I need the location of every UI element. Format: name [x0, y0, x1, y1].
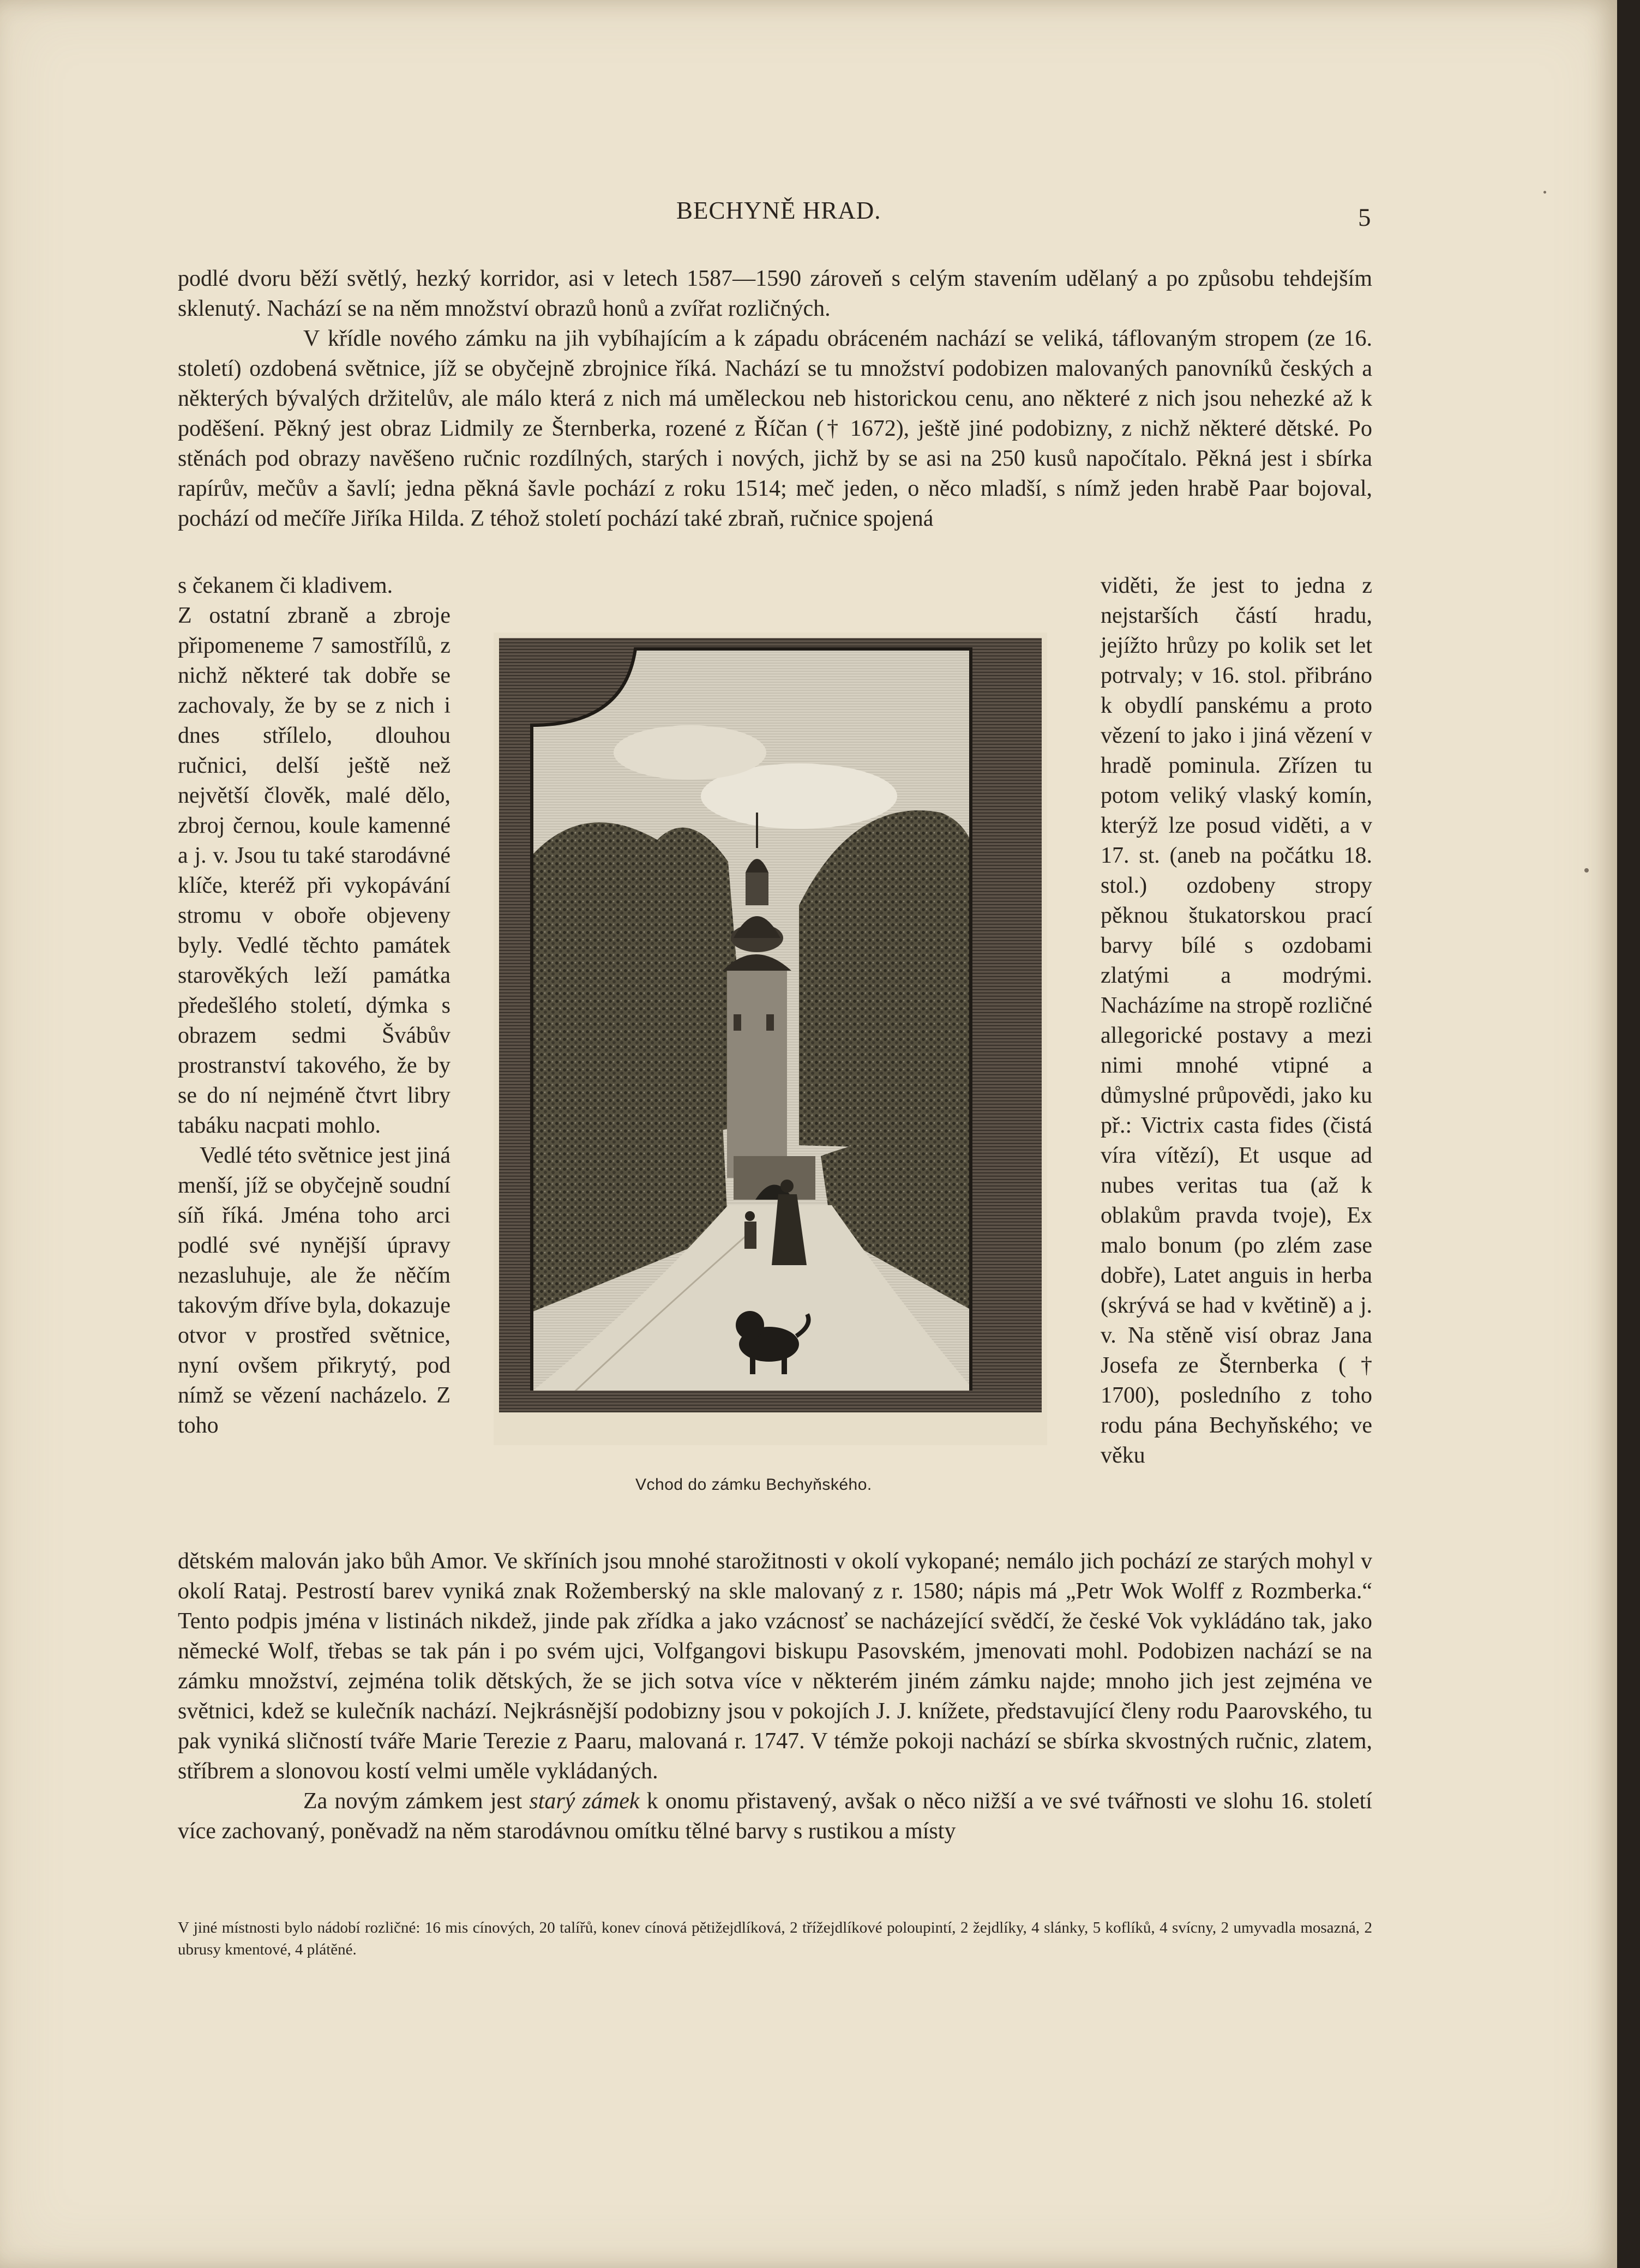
- page-header: [0, 196, 1617, 240]
- running-title: BECHYNĚ HRAD.: [676, 197, 881, 224]
- engraving-illustration: [494, 633, 1047, 1445]
- speck: [1543, 191, 1546, 194]
- footnote: V jiné místnosti bylo nádobí rozličné: 16 mis cínových, 20 talířů, konev cínová pětižejdlíková, 2 třížejdlíkové poloupintí, 2 žejdlíky, 4 slánky, 5 koflíků, 4 svícny, 2 umyvadla mosazná, 2 ubrusy kmentové, 4 plátěné.: [178, 1919, 1372, 1958]
- body-text-top: [178, 264, 1372, 534]
- text-run: k onomu přistavený, avšak o něco nižší a ve své tvářnosti ve slohu 16. století více zachovaný, poněvadž na něm starodávnou omítku tělné barvy s rustikou a místy: [178, 1789, 1372, 1844]
- speck: [1584, 868, 1589, 873]
- paragraph: Vedlé této světnice jest jiná menší, jíž se obyčejně soudní síň říká. Jména toho arci podlé své nynější úpravy nezasluhuje, ale že něčím takovým dříve byla, dokazuje otvor v prostřed světnice, nyní ovšem přikrytý, pod nímž se vězení nacházelo. Z toho: [178, 1143, 450, 1438]
- paragraph: viděti, že jest to jedna z nejstarších částí hradu, jejížto hrůzy po kolik set let potrvaly; v 16. stol. přibráno k obydlí panskému a proto vězení to jako i jiná vězení v hradě pominula. Zřízen tu potom veliký vlaský komín, kterýž lze posud viděti, a v 17. st. (aneb na počátku 18. stol.) ozdobeny stropy pěknou štukatorskou prací barvy bílé s ozdobami zlatými a modrými. Nacházíme na stropě rozličné allegorické postavy a mezi nimi mnohé vtipné a důmyslné průpovědi, jako ku př.: Victrix casta fides (čistá víra vítězí), Et usque ad nubes veritas tua (až k oblakům pravda tvoje), Ex malo bonum (po zlém zase dobře), Latet anguis in herba (skrývá se had v květině) a j. v. Na stěně visí obraz Jana Josefa ze Šternberka († 1700), posledního z toho rodu pána Bechyňského; ve věku: [1101, 573, 1372, 1468]
- body-text-bottom: [178, 1547, 1372, 1846]
- paragraph: podlé dvoru běží světlý, hezký korridor, asi v letech 1587—1590 zároveň s celým stavením udělaný a po způsobu tehdejším sklenutý. Nachází se na něm množství obrazů honů a zvířat rozličných.: [178, 266, 1372, 321]
- figure-caption: Vchod do zámku Bechyňského.: [635, 1476, 872, 1494]
- page-number: 5: [1358, 203, 1371, 232]
- right-column: [1101, 571, 1372, 1471]
- paragraph: s čekanem či kladivem.: [178, 573, 393, 598]
- emphasis-text: starý zámek: [529, 1789, 640, 1814]
- left-column: [178, 571, 450, 1441]
- child-figure: [744, 1211, 756, 1249]
- paragraph: Z ostatní zbraně a zbroje připomeneme 7 samostřílů, z nichž některé tak dobře se zachovaly, že by se z nich i dnes střílelo, dlouhou ručnici, delší ještě než největší člověk, malé dělo, zbroj černou, koule kamenné a j. v. Jsou tu také starodávné klíče, kteréž při vykopávání stromu v oboře objeveny byly. Vedlé těchto památek starověkých leží památka předešlého století, dýmka s obrazem sedmi Švábův prostranství takového, že by se do ní nejméně čtvrt libry tabáku nacpati mohlo.: [178, 603, 450, 1138]
- paragraph: dětském malován jako bůh Amor. Ve skříních jsou mnohé starožitnosti v okolí vykopané; nemálo jich pochází ze starých mohyl v okolí Rataj. Pestrostí barev vyniká znak Rožemberský na skle malovaný z r. 1580; nápis má „Petr Wok Wolff z Rozmberka.“ Tento podpis jména v listinách nikdež, jinde pak zřídka a jako vzácnosť se nacházející svědčí, že české Vok vykládáno tak, jako německé Wolf, třebas se tak pán i po svém ujci, Volfgangovi biskupu Pasovském, jmenovati mohl. Podobizen nachází se na zámku množství, zejména tolik dětských, že se jich sotva více v některém jiném zámku najde; mnoho jich jest zejména ve světnici, kdež se kulečník nachází. Nejkrásnější podobizny jsou v pokojích J. J. knížete, představující členy rodu Paarovského, tu pak vyniká sličností tváře Marie Terezie z Paaru, malovaná r. 1747. V témže pokoji nachází se sbírka skvostných ručnic, zlatem, stříbrem a slonovou kostí velmi uměle vykládaných.: [178, 1549, 1372, 1784]
- text-run: Za novým zámkem jest: [303, 1789, 530, 1814]
- paragraph: [178, 1786, 1372, 1846]
- castle-entrance-engraving: [494, 633, 1047, 1445]
- paragraph: V křídle nového zámku na jih vybíhajícím a k západu obráceném nachází se veliká, táflovaným stropem (ze 16. století) ozdobená světnice, jíž se obyčejně zbrojnice říká. Nachází se tu množství podobizen malovaných panovníků českých a některých bývalých držitelův, ale málo která z nich má uměleckou neb historickou cenu, ano některé z nich jsou nehezké až k poděšení. Pěkný jest obraz Lidmily ze Šternberka, rozené z Říčan († 1672), ještě jiné podobizny, z nichž některé dětské. Po stěnách pod obrazy navěšeno ručnic rozdílných, starých i nových, jichž by se asi na 250 kusů napočítalo. Pěkná jest i sbírka rapírův, mečův a šavlí; jedna pěkná šavle pochází z roku 1514; meč jeden, o něco mladší, s nímž jeden hrabě Paar bojoval, pochází od mečíře Jiříka Hilda. Z téhož století pochází také zbraň, ručnice spojená: [178, 326, 1372, 531]
